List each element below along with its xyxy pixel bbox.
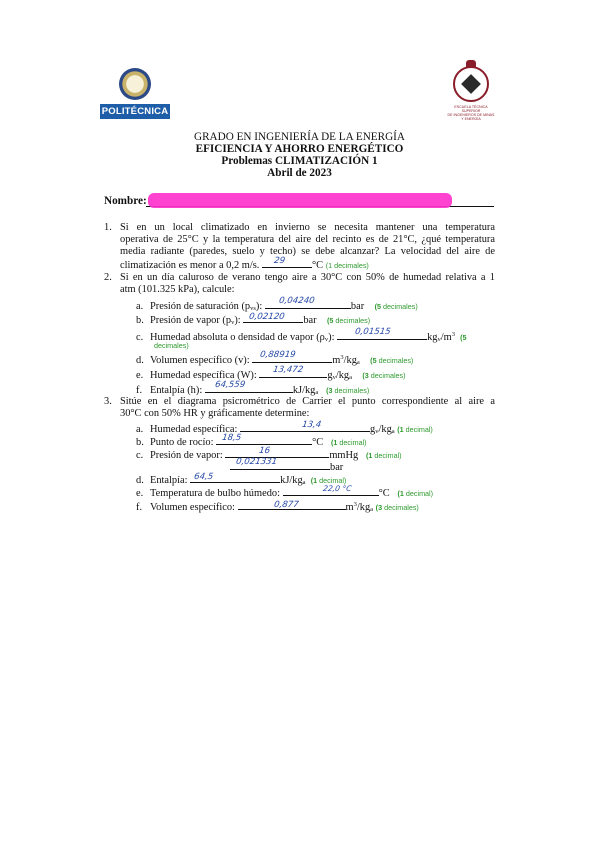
q2-e-label: Humedad específica (W): <box>150 370 257 381</box>
q2-e-note: (3 decimales) <box>362 371 406 380</box>
q2-e-unit-sub: v <box>332 374 336 381</box>
q3-e-answer: 22,0 °C <box>322 484 352 493</box>
q1-line4-text: climatización es menor a 0,2 m/s. <box>120 260 260 271</box>
q2-d-answer: 0,88919 <box>259 350 297 360</box>
q3-line1: Sitúe en el diagrama psicrométrico de Carrier el punto correspondiente al aire a <box>120 396 495 407</box>
q3-a-unit-sub2: a <box>391 428 395 435</box>
upm-logo <box>100 66 170 124</box>
q2-a-field[interactable] <box>265 296 351 309</box>
q2-c-note-n: (5 <box>460 333 467 342</box>
hammer-pick-crest-icon <box>453 66 489 102</box>
q2-b-label: Presión de vapor (p <box>150 315 232 326</box>
q3-e-label: Temperatura de bulbo húmedo: <box>150 488 280 499</box>
q1-answer-field[interactable] <box>262 258 312 268</box>
q3-b-letter: b. <box>136 437 144 448</box>
q2-e-unit: g <box>327 370 333 381</box>
q2-line1: Si en un día caluroso de verano tengo aire a 30°C con 50% de humedad relativa a 1 <box>120 272 495 283</box>
q3-b-note: (1 decimal) <box>331 438 367 447</box>
q2-d-unit-sub: a <box>356 359 360 366</box>
q3-c-label: Presión de vapor: <box>150 450 223 461</box>
q3-a-unit-tail: /kg <box>378 424 392 435</box>
q2-b-letter: b. <box>136 315 144 326</box>
q1-number: 1. <box>104 222 112 233</box>
q3-e-unit: °C <box>378 488 390 499</box>
q3-c-unit: mmHg <box>329 450 359 461</box>
q2-b-answer: 0,02120 <box>248 312 286 322</box>
q2-a-sub: vs <box>250 305 256 312</box>
q2-b-note: (5 decimales) <box>326 316 371 325</box>
q2-d-note: (5 decimales) <box>370 356 414 365</box>
q2-c-sub: v <box>324 336 329 343</box>
q2-c-field[interactable] <box>337 327 427 340</box>
q2-c-note-cont <box>154 340 189 352</box>
q3-f-unit: m <box>345 502 354 513</box>
q3-item-f <box>136 499 419 516</box>
q2-d-unit-tail: /kg <box>343 355 357 366</box>
q2-b-field[interactable] <box>243 313 303 323</box>
q3-d-field[interactable] <box>190 473 280 483</box>
q3-f-answer: 0,877 <box>272 500 299 510</box>
q3-d-answer: 64,5 <box>193 472 214 482</box>
q1-line1: Si en un local climatizado en invierno se necesita mantener una temperatura <box>120 222 495 233</box>
q1-line3: media radiante (paredes, suelo y techo) se debe alcanzar? La velocidad del aire de <box>120 246 495 257</box>
q2-a-label: Presión de saturación (p <box>150 301 251 312</box>
q3-a-answer: 13,4 <box>301 420 322 430</box>
q3-d-letter: d. <box>136 475 144 486</box>
degree-title: GRADO EN INGENIERÍA DE LA ENERGÍA <box>194 131 405 143</box>
q1-note: (1 decimales) <box>325 261 369 270</box>
q3-b-unit: °C <box>312 437 324 448</box>
q3-c-answer2: 0,021331 <box>235 457 278 467</box>
q2-d-label: Volumen específico (v): <box>150 355 250 366</box>
q2-item-b <box>136 313 370 329</box>
q2-c-unit-tail: /m <box>440 332 452 343</box>
q3-e-letter: e. <box>136 488 144 499</box>
q2-e-unit-sub2: a <box>349 374 352 381</box>
q2-a-unit: bar <box>350 301 365 312</box>
q2-f-label: Entalpía (h): <box>150 385 203 396</box>
q3-c-answer: 16 <box>258 446 271 456</box>
q3-number: 3. <box>104 396 112 407</box>
q2-c-unit-sup: 3 <box>451 331 455 338</box>
q3-a-unit: g <box>370 424 376 435</box>
q3-d-unit: kJ/kg <box>280 475 303 486</box>
q2-f-answer: 64,559 <box>214 380 246 390</box>
q2-c-unit-sub: v <box>437 336 441 343</box>
q3-f-note: (3 decimales) <box>375 503 419 512</box>
politecnica-wordmark: POLITÉCNICA <box>101 106 169 117</box>
q2-a-letter: a. <box>136 301 144 312</box>
q3-b-answer: 18,5 <box>221 433 242 443</box>
q3-f-unit-tail: /kg <box>356 502 371 513</box>
q2-d-field[interactable] <box>252 350 332 363</box>
q3-a-unit-sub: v <box>375 428 379 435</box>
q3-c-letter: c. <box>136 450 144 461</box>
q3-a-label: Humedad específica: <box>150 424 238 435</box>
q2-f-unit-sub: a <box>315 389 319 396</box>
q1-answer: 29 <box>273 256 286 266</box>
q3-c-unit2: bar <box>330 462 344 473</box>
q2-a-note: (5 decimales) <box>374 302 418 311</box>
school-crest-logo <box>447 64 495 121</box>
q3-f-unit-sup: 3 <box>353 501 357 508</box>
q3-f-field[interactable] <box>238 500 346 510</box>
q3-d-note: (1 decimal) <box>310 476 347 485</box>
q3-f-label: Volumen específico: <box>150 502 235 513</box>
q3-d-unit-sub: a <box>302 479 306 486</box>
q2-a-answer: 0,04240 <box>278 296 316 306</box>
q1-line2: operativa de 25°C y la temperatura del aire del recinto es de 21°C, ¿qué temperatura <box>120 234 495 245</box>
q2-c-letter: c. <box>136 332 144 343</box>
date-title: Abril de 2023 <box>267 167 332 179</box>
q2-b-unit: bar <box>303 315 317 326</box>
q3-a-note: (1 decimal) <box>397 425 433 434</box>
q2-e-answer: 13,472 <box>272 365 305 375</box>
q2-line2: atm (101.325 kPa), calcule: <box>120 284 235 295</box>
q3-e-field[interactable] <box>283 486 379 496</box>
q1-unit: °C <box>311 260 324 271</box>
q2-e-field[interactable] <box>259 365 327 378</box>
q3-a-field[interactable] <box>240 422 370 432</box>
q2-f-unit: kJ/kg <box>292 385 316 396</box>
q3-line2: 30°C con 50% HR y gráficamente determine: <box>120 408 310 419</box>
q2-b-after: ): <box>234 315 241 326</box>
q3-b-field[interactable] <box>216 435 312 445</box>
name-redaction <box>148 193 452 208</box>
q2-item-e <box>136 365 406 384</box>
problems-title: Problemas CLIMATIZACIÓN 1 <box>221 155 378 167</box>
q2-c-note-text: decimales) <box>154 341 189 350</box>
q2-d-letter: d. <box>136 355 144 366</box>
q2-b-sub: v <box>231 319 235 326</box>
q3-e-note: (1 decimal) <box>397 489 434 498</box>
q2-c-unit: kg <box>427 332 438 343</box>
q2-c-after: ): <box>328 332 335 343</box>
q3-b-label: Punto de rocío: <box>150 437 214 448</box>
q2-c-label: Humedad absoluta o densidad de vapor (ρ <box>150 332 325 343</box>
q2-f-note: (3 decimales) <box>326 386 370 395</box>
q3-d-label: Entalpía: <box>150 475 188 486</box>
school-name-small-text: ESCUELA TÉCNICA SUPERIOR DE INGENIEROS DE MINAS Y ENERGÍA <box>447 105 495 121</box>
q3-f-letter: f. <box>136 502 143 513</box>
q2-e-unit-tail: /kg <box>335 370 350 381</box>
q2-f-letter: f. <box>136 385 143 396</box>
name-label: Nombre: <box>104 195 147 207</box>
q2-c-answer: 0,01515 <box>354 327 392 337</box>
q2-a-after: ): <box>255 301 263 312</box>
q2-d-unit-sup: 3 <box>340 354 344 361</box>
q2-e-letter: e. <box>136 370 144 381</box>
q3-c-field2[interactable] <box>230 457 330 470</box>
q2-f-field[interactable] <box>205 380 293 393</box>
course-title: EFICIENCIA Y AHORRO ENERGÉTICO <box>195 143 404 155</box>
q1-line4 <box>120 258 369 272</box>
q2-d-unit: m <box>332 355 341 366</box>
upm-seal-icon <box>119 68 151 100</box>
q3-c-note: (1 decimal) <box>366 451 402 460</box>
q3-a-letter: a. <box>136 424 144 435</box>
q2-number: 2. <box>104 272 112 283</box>
q3-f-unit-sub: a <box>370 506 374 513</box>
